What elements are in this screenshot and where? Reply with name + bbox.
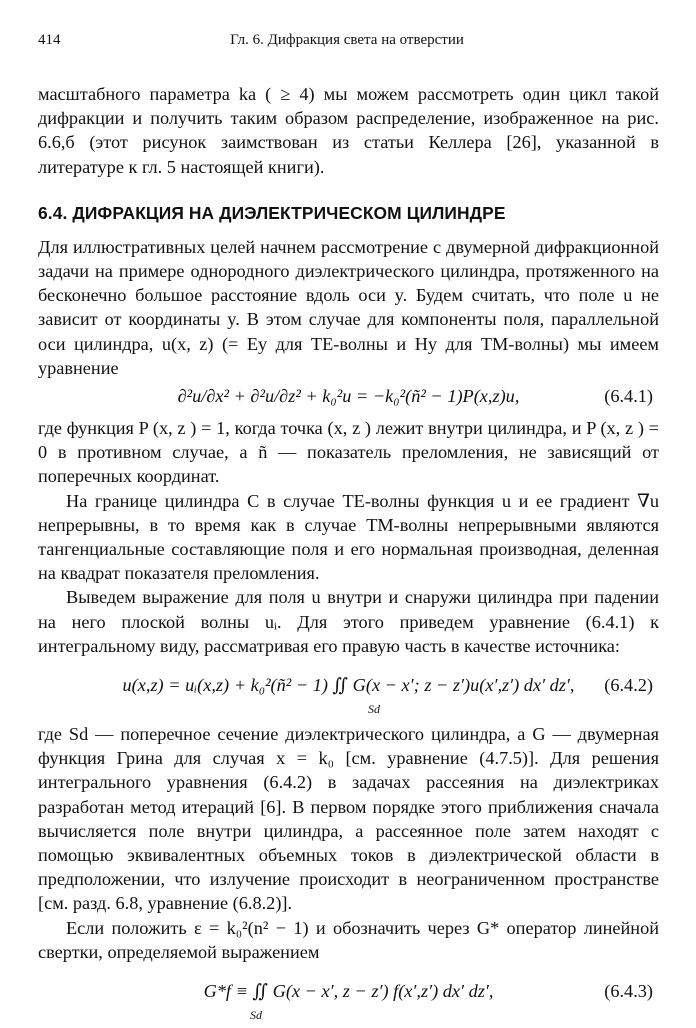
page-number: 414 [38, 32, 61, 48]
equation-6-4-2 [38, 658, 659, 722]
integral-domain-label: Sd [250, 1008, 262, 1023]
page-header [38, 32, 656, 54]
equation-6-4-1 [38, 380, 659, 416]
paragraph-derivation: Выведем выражение для поля u внутри и снаружи цилиндра при падении на него плоской волны uᵢ. Для этого приведем уравнение (6.4.1) к интегральному виду, рассматривая его правую часть в качестве источника: [38, 587, 659, 656]
equation-expression: ∂²u/∂x² + ∂²u/∂z² + k₀²u = −k₀²(ñ² − 1)P(x,z)u, [177, 386, 520, 407]
page-body [38, 82, 659, 1028]
running-title: Гл. 6. Дифракция света на отверстии [230, 32, 464, 48]
equation-number: (6.4.1) [604, 386, 653, 407]
paragraph-intro: Для иллюстративных целей начнем рассмотрение с двумерной дифракционной задачи на примере однородного диэлектрического цилиндра, протяженного на бесконечно большое расстояние вдоль оси y. Будем считать, что поле u не зависит от координаты y. В этом случае для компоненты поля, параллельной оси цилиндра, u(x, z) (= Ey для TE-волны и Hy для TM-волны) мы имеем уравнение [38, 236, 659, 378]
equation-expression: G*f ≡ ∬ G(x − x′, z − z′) f(x′,z′) dx′ dz′, [203, 981, 494, 1002]
paragraph-explanation: где Sd — поперечное сечение диэлектрического цилиндра, а G — двумерная функция Грина для случая x = k₀ [см. уравнение (4.7.5)]. Для решения интегрального уравнения (6.4.2) в задачах рассеяния на диэлектриках разработан метод итераций [6]. В первом порядке этого приближения сначала вычисляется поле внутри цилиндра, а рассеянное поле затем находят с помощью эквивалентных объемных токов в диэлектрической области в предположении, что излучение происходит в неограниченном пространстве [см. разд. 6.8, уравнение (6.8.2)]. [38, 724, 659, 914]
equation-6-4-3 [38, 964, 659, 1028]
equation-number: (6.4.2) [604, 675, 653, 696]
equation-number: (6.4.3) [604, 981, 653, 1002]
paragraph-definition: где функция P (x, z ) = 1, когда точка (x, z ) лежит внутри цилиндра, и P (x, z ) = 0 в противном случае, а ñ — показатель преломления, не зависящий от поперечных координат. [38, 418, 659, 487]
paragraph-convolution: Если положить ε = k₀²(n² − 1) и обозначить через G* оператор линейной свертки, определяемой выражением [38, 917, 659, 962]
paragraph-continuation: масштабного параметра ka ( ≥ 4) мы можем рассмотреть один цикл такой дифракции и получить таким образом распределение, изображенное на рис. 6.6,б (этот рисунок заимствован из статьи Келлера [26], указанной в литературе к гл. 5 настоящей книги). [38, 84, 659, 177]
section-title: 6.4. ДИФРАКЦИЯ НА ДИЭЛЕКТРИЧЕСКОМ ЦИЛИНДРЕ [38, 202, 506, 223]
paragraph-boundary: На границе цилиндра C в случае TE-волны функция u и ее градиент ∇u непрерывны, в то время как в случае TM-волны непрерывными являются тангенциальные составляющие поля и его нормальная производная, деленная на квадрат показателя преломления. [38, 490, 659, 584]
equation-expression: u(x,z) = uᵢ(x,z) + k₀²(ñ² − 1) ∬ G(x − x′; z − z′)u(x′,z′) dx′ dz′, [122, 675, 575, 696]
integral-domain-label: Sd [368, 702, 380, 717]
